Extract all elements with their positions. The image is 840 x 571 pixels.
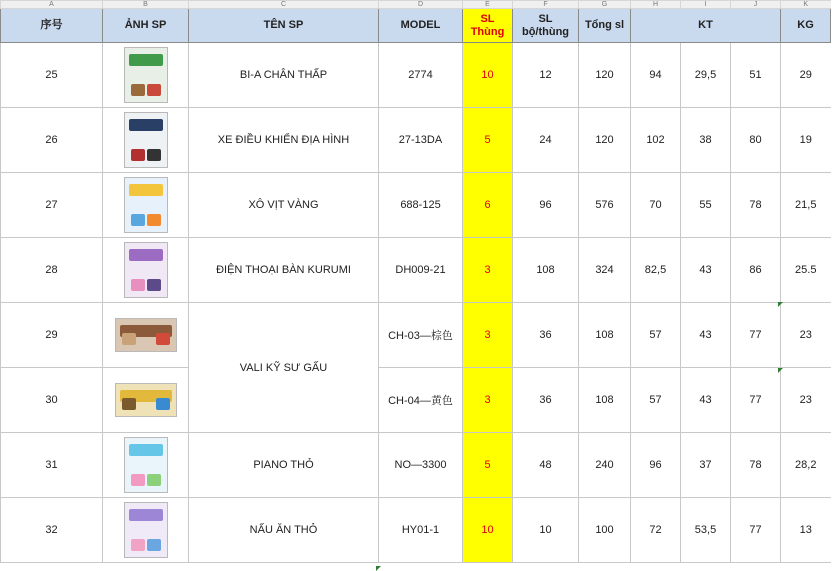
cell-kt-width[interactable]: 38: [681, 108, 731, 173]
cell-kt-width[interactable]: 29,5: [681, 43, 731, 108]
cell-model[interactable]: CH-04—黄色: [379, 368, 463, 433]
cell-total[interactable]: 120: [579, 43, 631, 108]
column-letter-e[interactable]: E: [463, 1, 513, 9]
cell-total[interactable]: 108: [579, 303, 631, 368]
cell-photo[interactable]: [103, 498, 189, 563]
cell-kt-height[interactable]: 77: [731, 498, 781, 563]
cell-model[interactable]: CH-03—棕色: [379, 303, 463, 368]
cell-model[interactable]: DH009-21: [379, 238, 463, 303]
cell-kt-height[interactable]: 77: [731, 368, 781, 433]
cell-kg[interactable]: 19: [781, 108, 831, 173]
cell-sl-thung[interactable]: 6: [463, 173, 513, 238]
cell-sl-thung[interactable]: 3: [463, 368, 513, 433]
table-row: [1, 238, 831, 303]
cell-kt-height[interactable]: 86: [731, 238, 781, 303]
header-sl-bo-line1: SL: [538, 12, 553, 25]
header-sl-bo-line2: bộ/thùng: [521, 25, 570, 38]
cell-photo[interactable]: [103, 238, 189, 303]
cell-photo[interactable]: [103, 173, 189, 238]
cell-sl-thung[interactable]: 10: [463, 43, 513, 108]
cell-photo[interactable]: [103, 303, 189, 368]
cell-index[interactable]: 28: [1, 238, 103, 303]
cell-kt-length[interactable]: 82,5: [631, 238, 681, 303]
cell-total[interactable]: 120: [579, 108, 631, 173]
bunny-kitchen-thumbnail[interactable]: [124, 502, 168, 558]
thumbnail-shape: [156, 398, 170, 410]
column-letter-i[interactable]: I: [681, 1, 731, 9]
cell-kt-height[interactable]: 77: [731, 303, 781, 368]
column-letter-f[interactable]: F: [513, 1, 579, 9]
cell-kt-length[interactable]: 70: [631, 173, 681, 238]
cell-product-name[interactable]: XE ĐIỀU KHIỂN ĐỊA HÌNH: [189, 108, 379, 173]
cell-kg[interactable]: 25.5: [781, 238, 831, 303]
cell-sl-thung[interactable]: 5: [463, 108, 513, 173]
column-letter-a[interactable]: A: [1, 1, 103, 9]
cell-product-name[interactable]: XÔ VỊT VÀNG: [189, 173, 379, 238]
header-sl-bo-thung[interactable]: [513, 9, 579, 43]
cell-index[interactable]: 29: [1, 303, 103, 368]
cell-sl-thung[interactable]: 3: [463, 238, 513, 303]
column-letter-j[interactable]: J: [731, 1, 781, 9]
yellow-bear-suitcase-thumbnail[interactable]: [115, 383, 177, 417]
yellow-duck-bucket-thumbnail[interactable]: [124, 177, 168, 233]
thumbnail-shape: [131, 539, 145, 551]
thumbnail-shape: [147, 279, 161, 291]
column-letter-k[interactable]: K: [781, 1, 831, 9]
table-row: [1, 43, 831, 108]
cell-sl-thung[interactable]: 3: [463, 303, 513, 368]
cell-kg[interactable]: 21,5: [781, 173, 831, 238]
cell-index[interactable]: 31: [1, 433, 103, 498]
cell-total[interactable]: 324: [579, 238, 631, 303]
billiard-table-thumbnail[interactable]: [124, 47, 168, 103]
bunny-piano-thumbnail[interactable]: [124, 437, 168, 493]
cell-kg[interactable]: 23: [781, 303, 831, 368]
table-row: [1, 303, 831, 368]
header-model[interactable]: MODEL: [379, 9, 463, 43]
thumbnail-shape: [156, 333, 170, 345]
cell-model[interactable]: NO—3300: [379, 433, 463, 498]
thumbnail-shape: [129, 249, 163, 261]
cell-product-name[interactable]: NẤU ĂN THỎ: [189, 498, 379, 563]
cell-kt-height[interactable]: 78: [731, 173, 781, 238]
thumbnail-shape: [129, 444, 163, 456]
cell-kt-length[interactable]: 94: [631, 43, 681, 108]
thumbnail-shape: [129, 54, 163, 66]
cell-sl-bo-thung[interactable]: 10: [513, 498, 579, 563]
rc-car-thumbnail[interactable]: [124, 112, 168, 168]
cell-sl-bo-thung[interactable]: 36: [513, 368, 579, 433]
thumbnail-shape: [147, 474, 161, 486]
cell-total[interactable]: 108: [579, 368, 631, 433]
cell-kt-width[interactable]: 55: [681, 173, 731, 238]
cell-kt-length[interactable]: 102: [631, 108, 681, 173]
cell-index[interactable]: 27: [1, 173, 103, 238]
cell-photo[interactable]: [103, 43, 189, 108]
cell-marker-icon: [778, 368, 783, 373]
thumbnail-shape: [131, 279, 145, 291]
header-name[interactable]: TÊN SP: [189, 9, 379, 43]
thumbnail-shape: [129, 184, 163, 196]
thumbnail-shape: [147, 214, 161, 226]
cell-kg[interactable]: 28,2: [781, 433, 831, 498]
cell-product-name[interactable]: ĐIỆN THOẠI BÀN KURUMI: [189, 238, 379, 303]
column-letter-g[interactable]: G: [579, 1, 631, 9]
cell-kg[interactable]: 29: [781, 43, 831, 108]
thumbnail-shape: [131, 84, 145, 96]
cell-kt-length[interactable]: 96: [631, 433, 681, 498]
thumbnail-shape: [131, 149, 145, 161]
column-letter-h[interactable]: H: [631, 1, 681, 9]
kuromi-phone-thumbnail[interactable]: [124, 242, 168, 298]
cell-index[interactable]: 25: [1, 43, 103, 108]
cell-model[interactable]: 688-125: [379, 173, 463, 238]
cell-index[interactable]: 26: [1, 108, 103, 173]
cell-marker-icon: [778, 302, 783, 307]
column-letters-row: [1, 1, 831, 9]
header-photo[interactable]: ẢNH SP: [103, 9, 189, 43]
cell-product-name[interactable]: PIANO THỎ: [189, 433, 379, 498]
column-letter-d[interactable]: D: [379, 1, 463, 9]
cell-kg[interactable]: 13: [781, 498, 831, 563]
cell-kt-width[interactable]: 43: [681, 368, 731, 433]
cell-photo[interactable]: [103, 368, 189, 433]
header-sl-thung-line2: Thùng: [470, 25, 505, 38]
cell-kt-height[interactable]: 51: [731, 43, 781, 108]
cell-index[interactable]: 30: [1, 368, 103, 433]
thumbnail-shape: [147, 149, 161, 161]
cell-kt-length[interactable]: 57: [631, 368, 681, 433]
cell-product-name[interactable]: BI-A CHÂN THẤP: [189, 43, 379, 108]
thumbnail-shape: [122, 398, 136, 410]
cell-sl-thung[interactable]: 10: [463, 498, 513, 563]
column-letter-b[interactable]: B: [103, 1, 189, 9]
cell-kg[interactable]: 23: [781, 368, 831, 433]
cell-kt-width[interactable]: 37: [681, 433, 731, 498]
brown-bear-suitcase-thumbnail[interactable]: [115, 318, 177, 352]
cell-product-name-merged[interactable]: VALI KỸ SƯ GẤU: [189, 303, 379, 433]
cell-kt-length[interactable]: 57: [631, 303, 681, 368]
cell-sl-bo-thung[interactable]: 24: [513, 108, 579, 173]
table-row: [1, 173, 831, 238]
cell-kt-height[interactable]: 80: [731, 108, 781, 173]
cell-total[interactable]: 240: [579, 433, 631, 498]
table-row: [1, 498, 831, 563]
cell-model[interactable]: HY01-1: [379, 498, 463, 563]
table-row: [1, 433, 831, 498]
header-sl-thung[interactable]: [463, 9, 513, 43]
thumbnail-shape: [147, 84, 161, 96]
cell-model[interactable]: 2774: [379, 43, 463, 108]
header-kt[interactable]: KT: [631, 9, 781, 43]
cell-sl-bo-thung[interactable]: 96: [513, 173, 579, 238]
cell-model[interactable]: 27-13DA: [379, 108, 463, 173]
table-row: [1, 368, 831, 433]
thumbnail-shape: [131, 474, 145, 486]
header-total[interactable]: Tổng sl: [579, 9, 631, 43]
cell-kt-width[interactable]: 53,5: [681, 498, 731, 563]
cell-kt-width[interactable]: 43: [681, 238, 731, 303]
cell-sl-bo-thung[interactable]: 48: [513, 433, 579, 498]
cell-photo[interactable]: [103, 108, 189, 173]
cell-sl-bo-thung[interactable]: 108: [513, 238, 579, 303]
header-row: [1, 9, 831, 43]
thumbnail-shape: [129, 119, 163, 131]
cell-sl-bo-thung[interactable]: 12: [513, 43, 579, 108]
cell-sl-bo-thung[interactable]: 36: [513, 303, 579, 368]
cell-marker-icon: [376, 566, 381, 571]
header-kg[interactable]: KG: [781, 9, 831, 43]
cell-total[interactable]: 100: [579, 498, 631, 563]
cell-sl-thung[interactable]: 5: [463, 433, 513, 498]
header-sl-thung-line1: SL: [480, 12, 495, 25]
cell-kt-width[interactable]: 43: [681, 303, 731, 368]
header-index[interactable]: 序号: [1, 9, 103, 43]
cell-index[interactable]: 32: [1, 498, 103, 563]
cell-photo[interactable]: [103, 433, 189, 498]
column-letter-c[interactable]: C: [189, 1, 379, 9]
cell-kt-length[interactable]: 72: [631, 498, 681, 563]
thumbnail-shape: [122, 333, 136, 345]
cell-kt-height[interactable]: 78: [731, 433, 781, 498]
thumbnail-shape: [129, 509, 163, 521]
thumbnail-shape: [147, 539, 161, 551]
table-row: [1, 108, 831, 173]
thumbnail-shape: [131, 214, 145, 226]
cell-total[interactable]: 576: [579, 173, 631, 238]
